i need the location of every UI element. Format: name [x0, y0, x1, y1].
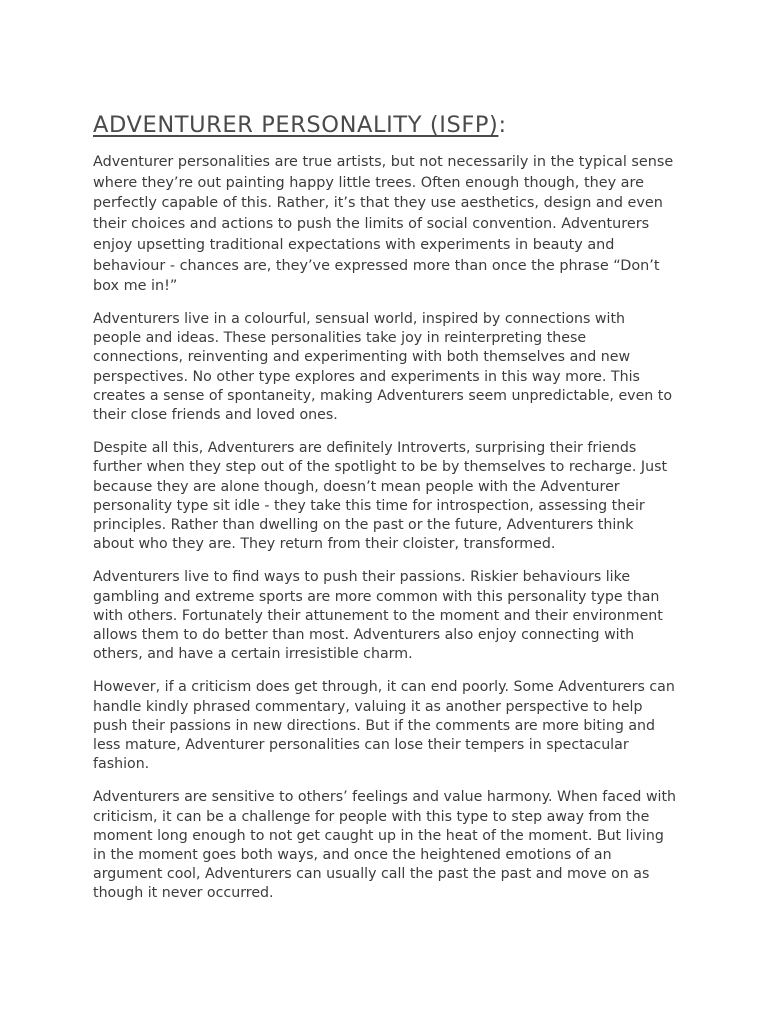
page-title-colon: :: [498, 112, 507, 138]
page-title: [93, 112, 677, 138]
page-title-text: ADVENTURER PERSONALITY (ISFP): [93, 112, 499, 138]
paragraph-intro: Adventurer personalities are true artists, but not necessarily in the typical sense where they’re out painting happy little trees. Often enough though, they are perfectly capable of this. Rather, it’s that they use aesthetics, design and even their choices and actions to push the limits of social convention. Adventurers enjoy upsetting traditional expectations with experiments in beauty and behaviour - chances are, they’ve expressed more than once the phrase “Don’t box me in!”: [93, 154, 674, 295]
paragraph-colourful-world: Adventurers live in a colourful, sensual world, inspired by connections with people and ideas. These personalities take joy in reinterpreting these connections, reinventing and experimenting with both themselves and new perspectives. No other type explores and experiments in this way more. This creates a sense of spontaneity, making Adventurers seem unpredictable, even to their close friends and loved ones.: [93, 310, 673, 423]
document-page: [93, 112, 677, 918]
paragraph-criticism: However, if a criticism does get through, it can end poorly. Some Adventurers can handle kindly phrased commentary, valuing it as another perspective to help push their passions in new directions. But if the comments are more biting and less mature, Adventurer personalities can lose their tempers in spectacular fashion.: [93, 679, 675, 773]
paragraph-introverts: Despite all this, Adventurers are definitely Introverts, surprising their friends further when they step out of the spotlight to be by themselves to recharge. Just because they are alone though, doesn’t mean people with the Adventurer personality type sit idle - they take this time for introspection, assessing their principles. Rather than dwelling on the past or the future, Adventurers think about who they are. They return from their cloister, transformed.: [93, 440, 668, 553]
paragraph-passions: Adventurers live to find ways to push their passions. Riskier behaviours like gambling and extreme sports are more common with this personality type than with others. Fortunately their attunement to the moment and their environment allows them to do better than most. Adventurers also enjoy connecting with others, and have a certain irresistible charm.: [93, 569, 663, 663]
paragraph-harmony: Adventurers are sensitive to others’ feelings and value harmony. When faced with criticism, it can be a challenge for people with this type to step away from the moment long enough to not get caught up in the heat of the moment. But living in the moment goes both ways, and once the heightened emotions of an argument cool, Adventurers can usually call the past the past and move on as though it never occurred.: [93, 789, 677, 902]
